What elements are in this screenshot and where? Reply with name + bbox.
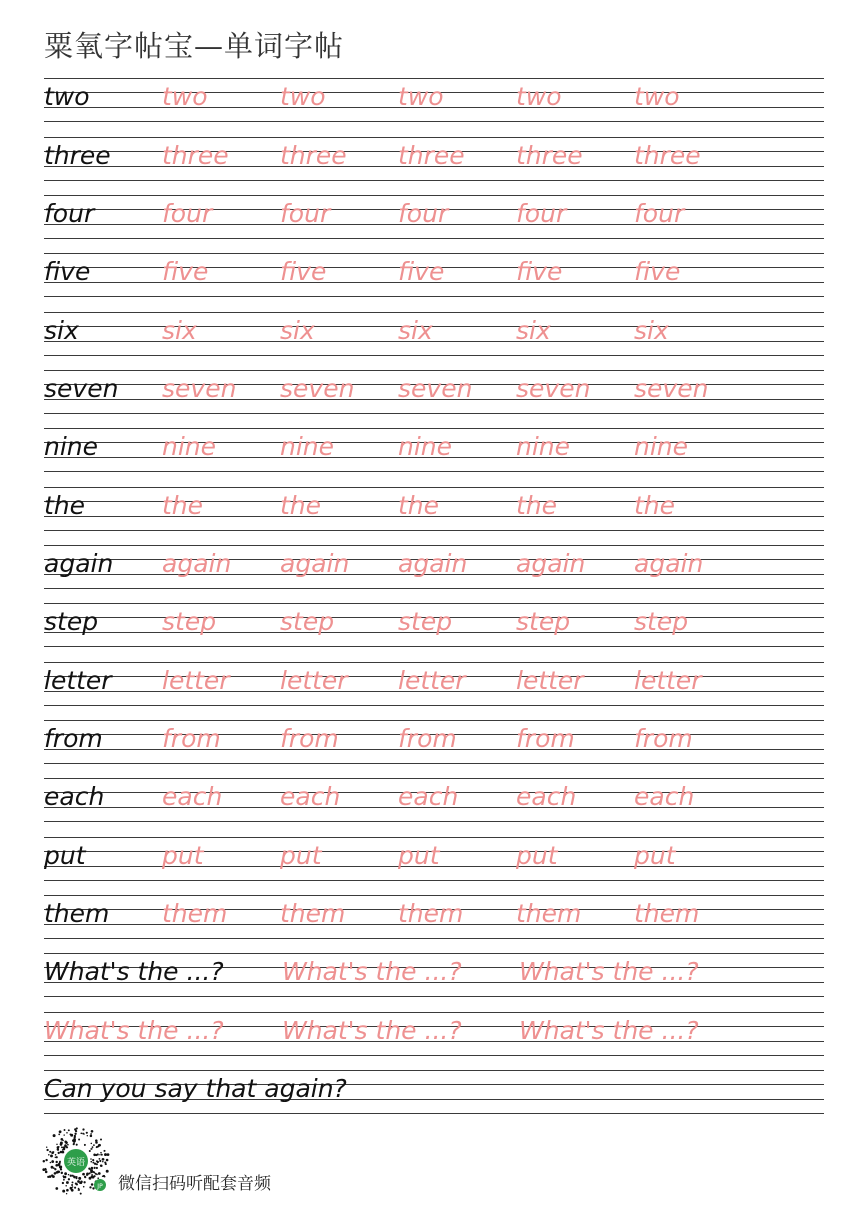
qr-dot bbox=[90, 1171, 93, 1174]
ruled-line bbox=[44, 1070, 824, 1071]
qr-dot bbox=[90, 1158, 92, 1160]
model-word: the bbox=[44, 491, 86, 520]
qr-dot bbox=[46, 1146, 47, 1147]
trace-word: five bbox=[516, 257, 563, 286]
trace-word: the bbox=[162, 491, 204, 520]
qr-dot bbox=[71, 1184, 73, 1186]
qr-dot bbox=[65, 1141, 68, 1144]
page-title: 粟氧字帖宝—单词字帖 bbox=[44, 29, 345, 63]
qr-dot bbox=[100, 1138, 102, 1140]
qr-dot bbox=[83, 1181, 85, 1183]
model-word: two bbox=[44, 82, 90, 111]
trace-word: nine bbox=[162, 432, 217, 461]
ruled-line bbox=[44, 545, 824, 546]
word-row bbox=[44, 78, 824, 122]
qr-dot bbox=[72, 1139, 75, 1142]
qr-dot bbox=[80, 1181, 83, 1184]
qr-dot bbox=[74, 1128, 76, 1130]
ruled-line bbox=[44, 471, 824, 472]
ruled-line bbox=[44, 1113, 824, 1114]
trace-word: step bbox=[162, 607, 217, 636]
qr-dot bbox=[97, 1153, 99, 1155]
qr-dot bbox=[104, 1176, 106, 1178]
trace-word: them bbox=[398, 899, 464, 928]
qr-dot bbox=[84, 1176, 86, 1178]
qr-dot bbox=[95, 1139, 98, 1142]
qr-dot bbox=[94, 1175, 96, 1177]
trace-word: three bbox=[280, 141, 347, 170]
word-row bbox=[44, 137, 824, 181]
qr-dot bbox=[99, 1144, 101, 1146]
trace-word: step bbox=[280, 607, 335, 636]
footer bbox=[42, 1127, 362, 1197]
ruled-line bbox=[44, 326, 824, 327]
trace-word: letter bbox=[162, 666, 230, 695]
trace-word: five bbox=[280, 257, 327, 286]
qr-dot bbox=[55, 1154, 57, 1156]
qr-dot bbox=[91, 1143, 93, 1145]
qr-dot bbox=[74, 1135, 76, 1137]
qr-dot bbox=[78, 1177, 81, 1180]
qr-dot bbox=[70, 1175, 72, 1177]
qr-dot bbox=[51, 1151, 54, 1154]
ruled-line bbox=[44, 355, 824, 356]
qr-dot bbox=[55, 1164, 58, 1167]
trace-word: five bbox=[398, 257, 445, 286]
qr-dot bbox=[65, 1185, 67, 1187]
qr-dot bbox=[58, 1134, 60, 1136]
trace-word: two bbox=[634, 82, 680, 111]
qr-dot bbox=[90, 1148, 92, 1150]
trace-phrase: What's the ...? bbox=[282, 957, 462, 986]
trace-word: again bbox=[634, 549, 704, 578]
trace-word: letter bbox=[516, 666, 584, 695]
word-row bbox=[44, 195, 824, 239]
qr-dot bbox=[86, 1173, 89, 1176]
qr-dot bbox=[94, 1172, 96, 1174]
qr-dot bbox=[57, 1149, 59, 1151]
qr-dot bbox=[100, 1164, 103, 1167]
qr-dot bbox=[87, 1135, 88, 1136]
qr-dot bbox=[97, 1177, 99, 1179]
ruled-line bbox=[44, 821, 824, 822]
qr-dot bbox=[80, 1132, 82, 1134]
ruled-line bbox=[44, 253, 824, 254]
ruled-line bbox=[44, 413, 824, 414]
word-row bbox=[44, 778, 824, 822]
qr-dot bbox=[73, 1142, 75, 1144]
trace-word: three bbox=[634, 141, 701, 170]
qr-dot bbox=[92, 1187, 94, 1189]
model-word: step bbox=[44, 607, 99, 636]
phrase-row bbox=[44, 1012, 824, 1056]
ruled-line bbox=[44, 428, 824, 429]
qr-dot bbox=[90, 1133, 92, 1135]
qr-dot bbox=[61, 1146, 63, 1148]
ruled-line bbox=[44, 895, 824, 896]
qr-dot bbox=[51, 1166, 54, 1169]
qr-badge-label: 英语 bbox=[66, 1158, 86, 1168]
qr-dot bbox=[91, 1174, 93, 1176]
ruled-line bbox=[44, 1055, 824, 1056]
model-word: from bbox=[44, 724, 103, 753]
trace-word: three bbox=[516, 141, 583, 170]
qr-dot bbox=[92, 1162, 94, 1164]
trace-word: each bbox=[398, 782, 459, 811]
phrase-row bbox=[44, 1070, 824, 1114]
trace-word: nine bbox=[398, 432, 453, 461]
qr-dot bbox=[66, 1132, 68, 1134]
ruled-line bbox=[44, 837, 824, 838]
qr-dot bbox=[45, 1168, 47, 1170]
qr-dot bbox=[102, 1176, 104, 1178]
qr-dot bbox=[55, 1187, 58, 1190]
word-row bbox=[44, 312, 824, 356]
qr-dot bbox=[103, 1159, 105, 1161]
qr-dot bbox=[99, 1158, 101, 1160]
trace-word: seven bbox=[516, 374, 591, 403]
trace-word: again bbox=[280, 549, 350, 578]
qr-dot bbox=[72, 1181, 74, 1183]
qr-dot bbox=[61, 1172, 63, 1174]
qr-dot bbox=[74, 1187, 76, 1189]
qr-dot bbox=[106, 1159, 109, 1162]
qr-dot bbox=[58, 1163, 60, 1165]
word-row bbox=[44, 662, 824, 706]
qr-dot bbox=[70, 1134, 73, 1137]
model-word: them bbox=[44, 899, 110, 928]
qr-dot bbox=[63, 1177, 65, 1179]
model-word: six bbox=[44, 316, 79, 345]
qr-dot bbox=[63, 1179, 65, 1181]
qr-dot bbox=[102, 1161, 104, 1163]
qr-dot bbox=[101, 1154, 103, 1156]
qr-dot bbox=[53, 1134, 56, 1137]
ruled-line bbox=[44, 195, 824, 196]
trace-word: the bbox=[516, 491, 558, 520]
ruled-line bbox=[44, 705, 824, 706]
ruled-line bbox=[44, 238, 824, 239]
qr-dot bbox=[91, 1183, 94, 1186]
qr-dot bbox=[56, 1156, 58, 1158]
ruled-line bbox=[44, 370, 824, 371]
trace-word: six bbox=[280, 316, 315, 345]
ruled-line bbox=[44, 880, 824, 881]
trace-word: put bbox=[162, 841, 204, 870]
qr-dot bbox=[58, 1152, 60, 1154]
trace-word: put bbox=[280, 841, 322, 870]
qr-dot bbox=[83, 1186, 85, 1188]
ruled-line bbox=[44, 953, 824, 954]
trace-word: them bbox=[280, 899, 346, 928]
model-word: each bbox=[44, 782, 105, 811]
trace-word: the bbox=[398, 491, 440, 520]
ruled-line bbox=[44, 588, 824, 589]
qr-dot bbox=[104, 1153, 107, 1156]
qr-dot bbox=[91, 1130, 94, 1133]
trace-word: the bbox=[280, 491, 322, 520]
qr-dot bbox=[66, 1193, 67, 1194]
qr-dot bbox=[83, 1133, 85, 1135]
ruled-line bbox=[44, 763, 824, 764]
trace-word: from bbox=[398, 724, 457, 753]
qr-dot bbox=[56, 1161, 58, 1163]
model-phrase: Can you say that again? bbox=[44, 1074, 347, 1103]
trace-word: six bbox=[398, 316, 433, 345]
trace-word: two bbox=[280, 82, 326, 111]
trace-word: from bbox=[162, 724, 221, 753]
ruled-line bbox=[44, 296, 824, 297]
qr-dot bbox=[59, 1166, 62, 1169]
qr-dot bbox=[86, 1132, 88, 1134]
qr-dot bbox=[99, 1154, 100, 1155]
qr-dot bbox=[68, 1129, 70, 1131]
trace-word: five bbox=[162, 257, 209, 286]
trace-word: letter bbox=[280, 666, 348, 695]
qr-corner-label: JP bbox=[97, 1183, 103, 1190]
trace-word: three bbox=[162, 141, 229, 170]
qr-dot bbox=[68, 1174, 70, 1176]
trace-word: the bbox=[634, 491, 676, 520]
qr-dot bbox=[63, 1175, 65, 1177]
qr-dot bbox=[90, 1161, 92, 1163]
model-word: four bbox=[44, 199, 95, 228]
word-row bbox=[44, 545, 824, 589]
qr-dot bbox=[107, 1153, 110, 1156]
ruled-line bbox=[44, 1012, 824, 1013]
qr-code-icon[interactable] bbox=[42, 1127, 110, 1195]
word-row bbox=[44, 837, 824, 881]
qr-dot bbox=[54, 1168, 56, 1170]
trace-word: each bbox=[516, 782, 577, 811]
qr-dot bbox=[91, 1167, 93, 1169]
qr-dot bbox=[66, 1181, 69, 1184]
trace-word: them bbox=[516, 899, 582, 928]
qr-dot bbox=[93, 1154, 96, 1157]
qr-dot bbox=[89, 1177, 92, 1180]
qr-dot bbox=[76, 1177, 78, 1179]
model-word: put bbox=[44, 841, 86, 870]
trace-word: four bbox=[162, 199, 213, 228]
ruled-line bbox=[44, 487, 824, 488]
qr-dot bbox=[89, 1186, 91, 1188]
qr-dot bbox=[89, 1150, 91, 1152]
qr-dot bbox=[67, 1144, 69, 1146]
qr-dot bbox=[61, 1138, 64, 1141]
qr-dot bbox=[50, 1162, 52, 1164]
qr-dot bbox=[46, 1149, 48, 1151]
word-row bbox=[44, 895, 824, 939]
ruled-line bbox=[44, 646, 824, 647]
trace-word: six bbox=[516, 316, 551, 345]
qr-dot bbox=[56, 1171, 59, 1174]
trace-word: each bbox=[634, 782, 695, 811]
qr-dot bbox=[96, 1174, 98, 1176]
qr-dot bbox=[51, 1160, 53, 1162]
trace-word: from bbox=[634, 724, 693, 753]
qr-dot bbox=[72, 1186, 73, 1187]
qr-dot bbox=[52, 1175, 55, 1178]
trace-word: put bbox=[634, 841, 676, 870]
qr-dot bbox=[74, 1133, 76, 1135]
trace-word: nine bbox=[516, 432, 571, 461]
qr-dot bbox=[64, 1144, 67, 1147]
trace-word: three bbox=[398, 141, 465, 170]
qr-dot bbox=[45, 1171, 48, 1174]
trace-phrase: What's the ...? bbox=[44, 1016, 224, 1045]
qr-dot bbox=[62, 1151, 65, 1154]
qr-dot bbox=[49, 1151, 51, 1153]
trace-word: four bbox=[516, 199, 567, 228]
qr-dot bbox=[62, 1190, 65, 1193]
model-phrase: What's the ...? bbox=[44, 957, 224, 986]
ruled-line bbox=[44, 78, 824, 79]
qr-dot bbox=[96, 1167, 98, 1169]
trace-word: again bbox=[162, 549, 232, 578]
qr-dot bbox=[96, 1160, 98, 1162]
trace-word: them bbox=[634, 899, 700, 928]
qr-dot bbox=[78, 1180, 80, 1182]
qr-dot bbox=[68, 1178, 70, 1180]
trace-word: nine bbox=[280, 432, 335, 461]
trace-word: seven bbox=[634, 374, 709, 403]
qr-dot bbox=[92, 1159, 94, 1161]
footer-caption: 微信扫码听配套音频 bbox=[118, 1174, 271, 1194]
ruled-line bbox=[44, 720, 824, 721]
ruled-line bbox=[44, 996, 824, 997]
trace-word: seven bbox=[280, 374, 355, 403]
model-word: again bbox=[44, 549, 114, 578]
qr-dot bbox=[76, 1144, 78, 1146]
trace-word: two bbox=[162, 82, 208, 111]
qr-dot bbox=[92, 1146, 94, 1148]
qr-dot bbox=[49, 1175, 52, 1178]
trace-word: seven bbox=[162, 374, 237, 403]
model-word: three bbox=[44, 141, 111, 170]
qr-dot bbox=[82, 1128, 84, 1130]
qr-dot bbox=[58, 1146, 60, 1148]
qr-dot bbox=[60, 1168, 62, 1170]
ruled-line bbox=[44, 938, 824, 939]
trace-word: again bbox=[516, 549, 586, 578]
ruled-line bbox=[44, 778, 824, 779]
trace-word: two bbox=[398, 82, 444, 111]
qr-dot bbox=[43, 1160, 45, 1162]
trace-word: four bbox=[634, 199, 685, 228]
qr-dot bbox=[94, 1167, 96, 1169]
qr-dot bbox=[106, 1170, 109, 1173]
qr-dot bbox=[78, 1189, 80, 1191]
qr-dot bbox=[84, 1144, 86, 1146]
qr-dot bbox=[45, 1159, 47, 1161]
trace-word: letter bbox=[634, 666, 702, 695]
qr-dot bbox=[48, 1154, 50, 1156]
trace-word: again bbox=[398, 549, 468, 578]
model-word: nine bbox=[44, 432, 99, 461]
trace-word: from bbox=[280, 724, 339, 753]
phrase-row bbox=[44, 953, 824, 997]
model-word: seven bbox=[44, 374, 119, 403]
qr-dot bbox=[50, 1154, 53, 1157]
ruled-line bbox=[44, 662, 824, 663]
trace-word: from bbox=[516, 724, 575, 753]
qr-dot bbox=[78, 1139, 80, 1141]
trace-phrase: What's the ...? bbox=[282, 1016, 462, 1045]
qr-dot bbox=[99, 1160, 101, 1162]
ruled-line bbox=[44, 530, 824, 531]
model-word: letter bbox=[44, 666, 112, 695]
qr-dot bbox=[105, 1163, 107, 1165]
word-row bbox=[44, 370, 824, 414]
trace-word: step bbox=[634, 607, 689, 636]
qr-dot bbox=[60, 1142, 63, 1145]
qr-dot bbox=[56, 1144, 57, 1145]
ruled-line bbox=[44, 180, 824, 181]
model-word: five bbox=[44, 257, 91, 286]
qr-dot bbox=[103, 1150, 105, 1152]
qr-dot bbox=[62, 1149, 64, 1151]
trace-word: five bbox=[634, 257, 681, 286]
ruled-line bbox=[44, 137, 824, 138]
qr-dot bbox=[62, 1182, 64, 1184]
trace-word: put bbox=[398, 841, 440, 870]
ruled-line bbox=[44, 341, 824, 342]
trace-word: two bbox=[516, 82, 562, 111]
ruled-line bbox=[44, 121, 824, 122]
trace-word: put bbox=[516, 841, 558, 870]
trace-word: four bbox=[398, 199, 449, 228]
trace-word: step bbox=[516, 607, 571, 636]
trace-word: six bbox=[634, 316, 669, 345]
trace-word: four bbox=[280, 199, 331, 228]
word-row bbox=[44, 428, 824, 472]
qr-dot bbox=[89, 1172, 91, 1174]
qr-dot bbox=[59, 1130, 62, 1133]
ruled-line bbox=[44, 312, 824, 313]
trace-word: nine bbox=[634, 432, 689, 461]
trace-phrase: What's the ...? bbox=[519, 957, 699, 986]
trace-word: each bbox=[280, 782, 341, 811]
word-row bbox=[44, 720, 824, 764]
trace-word: six bbox=[162, 316, 197, 345]
trace-word: letter bbox=[398, 666, 466, 695]
qr-dot bbox=[64, 1172, 67, 1175]
qr-dot bbox=[100, 1152, 102, 1154]
qr-dot bbox=[79, 1182, 80, 1183]
qr-dot bbox=[64, 1129, 66, 1131]
trace-word: them bbox=[162, 899, 228, 928]
trace-word: seven bbox=[398, 374, 473, 403]
qr-dot bbox=[90, 1135, 93, 1138]
qr-dot bbox=[66, 1189, 69, 1192]
qr-dot bbox=[73, 1176, 76, 1179]
qr-dot bbox=[75, 1182, 77, 1184]
word-row bbox=[44, 487, 824, 531]
word-row bbox=[44, 253, 824, 297]
qr-dot bbox=[63, 1134, 64, 1135]
qr-dot bbox=[94, 1163, 96, 1165]
qr-dot bbox=[98, 1172, 101, 1175]
qr-dot bbox=[80, 1193, 82, 1195]
trace-word: step bbox=[398, 607, 453, 636]
trace-phrase: What's the ...? bbox=[519, 1016, 699, 1045]
ruled-line bbox=[44, 603, 824, 604]
qr-dot bbox=[93, 1144, 95, 1146]
trace-word: each bbox=[162, 782, 223, 811]
word-row bbox=[44, 603, 824, 647]
